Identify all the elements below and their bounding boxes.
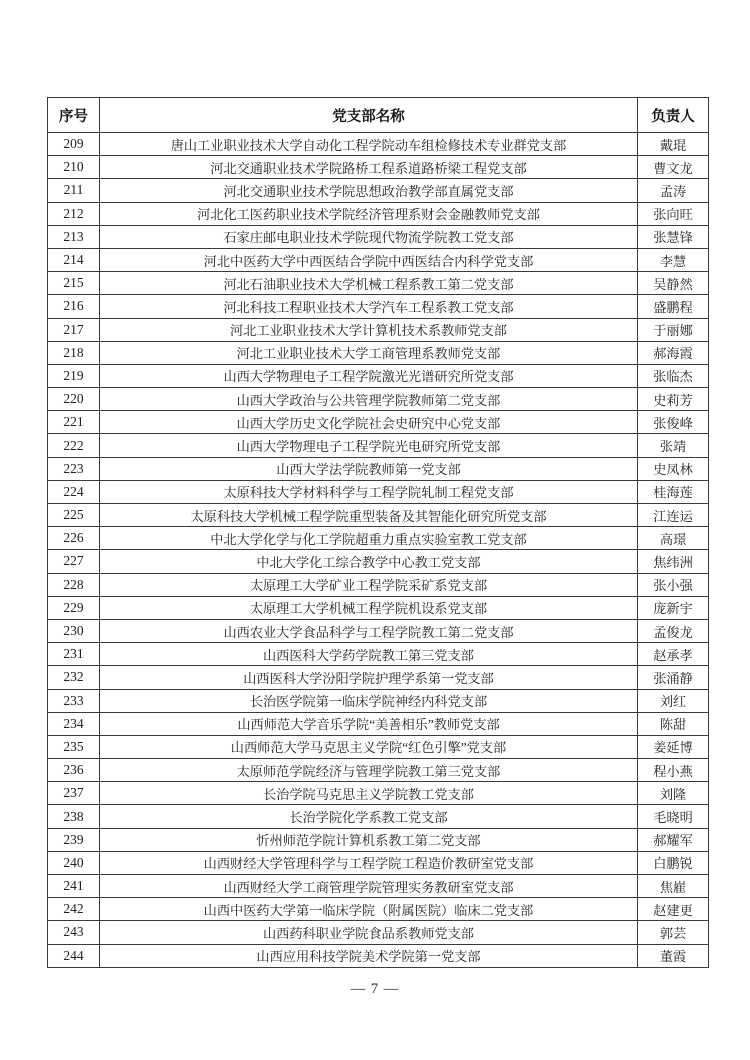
branch-name: 山西农业大学食品科学与工程学院教工第二党支部 <box>100 619 638 642</box>
table-row <box>48 504 709 527</box>
table-row <box>48 643 709 666</box>
table-row <box>48 133 709 156</box>
table-row <box>48 782 709 805</box>
row-index: 234 <box>48 712 100 735</box>
row-index: 215 <box>48 272 100 295</box>
leader-name: 张靖 <box>638 434 709 457</box>
leader-name: 刘隆 <box>638 782 709 805</box>
branch-name: 唐山工业职业技术大学自动化工程学院动车组检修技术专业群党支部 <box>100 133 638 156</box>
table-row <box>48 666 709 689</box>
table-row <box>48 364 709 387</box>
row-index: 238 <box>48 805 100 828</box>
branch-name: 山西中医药大学第一临床学院（附属医院）临床二党支部 <box>100 898 638 921</box>
column-header-name: 党支部名称 <box>100 98 638 133</box>
row-index: 240 <box>48 851 100 874</box>
row-index: 213 <box>48 225 100 248</box>
table-row <box>48 735 709 758</box>
leader-name: 郭芸 <box>638 921 709 944</box>
row-index: 230 <box>48 619 100 642</box>
leader-name: 毛晓明 <box>638 805 709 828</box>
branch-name: 山西大学政治与公共管理学院教师第二党支部 <box>100 388 638 411</box>
table-row <box>48 434 709 457</box>
row-index: 227 <box>48 550 100 573</box>
row-index: 220 <box>48 388 100 411</box>
row-index: 239 <box>48 828 100 851</box>
table-row <box>48 295 709 318</box>
leader-name: 史莉芳 <box>638 388 709 411</box>
table-row <box>48 875 709 898</box>
table-row <box>48 225 709 248</box>
row-index: 244 <box>48 944 100 967</box>
table-row <box>48 527 709 550</box>
table-row <box>48 457 709 480</box>
branch-name: 山西财经大学工商管理学院管理实务教研室党支部 <box>100 875 638 898</box>
leader-name: 程小燕 <box>638 759 709 782</box>
leader-name: 盛鹏程 <box>638 295 709 318</box>
row-index: 228 <box>48 573 100 596</box>
leader-name: 李慧 <box>638 248 709 271</box>
leader-name: 张小强 <box>638 573 709 596</box>
leader-name: 高璟 <box>638 527 709 550</box>
row-index: 225 <box>48 504 100 527</box>
leader-name: 郝海霞 <box>638 341 709 364</box>
leader-name: 张俊峰 <box>638 411 709 434</box>
branch-name: 太原科技大学材料科学与工程学院轧制工程党支部 <box>100 480 638 503</box>
branch-name: 河北交通职业技术学院思想政治教学部直属党支部 <box>100 179 638 202</box>
branch-name: 山西大学历史文化学院社会史研究中心党支部 <box>100 411 638 434</box>
row-index: 210 <box>48 156 100 179</box>
branch-name: 河北工业职业技术大学工商管理系教师党支部 <box>100 341 638 364</box>
table-row <box>48 573 709 596</box>
table-row <box>48 388 709 411</box>
branch-name: 长治学院马克思主义学院教工党支部 <box>100 782 638 805</box>
leader-name: 焦嵟 <box>638 875 709 898</box>
row-index: 218 <box>48 341 100 364</box>
leader-name: 陈甜 <box>638 712 709 735</box>
column-header-leader: 负责人 <box>638 98 709 133</box>
leader-name: 董霞 <box>638 944 709 967</box>
table-row <box>48 689 709 712</box>
branch-name: 太原科技大学机械工程学院重型装备及其智能化研究所党支部 <box>100 504 638 527</box>
branch-name: 长治医学院第一临床学院神经内科党支部 <box>100 689 638 712</box>
branch-name: 山西医科大学汾阳学院护理学系第一党支部 <box>100 666 638 689</box>
branch-name: 山西药科职业学院食品系教师党支部 <box>100 921 638 944</box>
table-row <box>48 550 709 573</box>
table-row <box>48 712 709 735</box>
branch-name: 河北石油职业技术大学机械工程系教工第二党支部 <box>100 272 638 295</box>
branch-name: 太原理工大学机械工程学院机设系党支部 <box>100 596 638 619</box>
row-index: 235 <box>48 735 100 758</box>
branch-name: 太原理工大学矿业工程学院采矿系党支部 <box>100 573 638 596</box>
column-header-index: 序号 <box>48 98 100 133</box>
branch-name: 河北交通职业技术学院路桥工程系道路桥梁工程党支部 <box>100 156 638 179</box>
branch-name: 山西应用科技学院美术学院第一党支部 <box>100 944 638 967</box>
row-index: 232 <box>48 666 100 689</box>
leader-name: 戴琨 <box>638 133 709 156</box>
row-index: 226 <box>48 527 100 550</box>
leader-name: 张临杰 <box>638 364 709 387</box>
leader-name: 吴静然 <box>638 272 709 295</box>
branch-name: 中北大学化工综合教学中心教工党支部 <box>100 550 638 573</box>
leader-name: 张向旺 <box>638 202 709 225</box>
table-row <box>48 759 709 782</box>
leader-name: 桂海莲 <box>638 480 709 503</box>
party-branch-table <box>47 97 709 968</box>
branch-name: 山西师范大学马克思主义学院“红色引擎”党支部 <box>100 735 638 758</box>
table-row <box>48 318 709 341</box>
row-index: 231 <box>48 643 100 666</box>
row-index: 229 <box>48 596 100 619</box>
table-row <box>48 898 709 921</box>
leader-name: 庞新宇 <box>638 596 709 619</box>
leader-name: 赵承孝 <box>638 643 709 666</box>
row-index: 211 <box>48 179 100 202</box>
table-row <box>48 248 709 271</box>
row-index: 219 <box>48 364 100 387</box>
leader-name: 史凤林 <box>638 457 709 480</box>
branch-name: 河北化工医药职业技术学院经济管理系财会金融教师党支部 <box>100 202 638 225</box>
row-index: 216 <box>48 295 100 318</box>
row-index: 222 <box>48 434 100 457</box>
leader-name: 张慧锋 <box>638 225 709 248</box>
leader-name: 曹文龙 <box>638 156 709 179</box>
branch-name: 山西医科大学药学院教工第三党支部 <box>100 643 638 666</box>
table-row <box>48 596 709 619</box>
table-row <box>48 411 709 434</box>
row-index: 242 <box>48 898 100 921</box>
row-index: 217 <box>48 318 100 341</box>
table-row <box>48 619 709 642</box>
branch-name: 河北工业职业技术大学计算机技术系教师党支部 <box>100 318 638 341</box>
leader-name: 郝耀军 <box>638 828 709 851</box>
page-number: — 7 — <box>350 981 400 997</box>
table-row <box>48 156 709 179</box>
leader-name: 孟涛 <box>638 179 709 202</box>
table-row <box>48 921 709 944</box>
row-index: 243 <box>48 921 100 944</box>
leader-name: 姜延博 <box>638 735 709 758</box>
table-row <box>48 480 709 503</box>
branch-name: 山西大学物理电子工程学院光电研究所党支部 <box>100 434 638 457</box>
branch-name: 太原师范学院经济与管理学院教工第三党支部 <box>100 759 638 782</box>
branch-name: 河北科技工程职业技术大学汽车工程系教工党支部 <box>100 295 638 318</box>
table-row <box>48 272 709 295</box>
leader-name: 白鹏锐 <box>638 851 709 874</box>
table-row <box>48 805 709 828</box>
row-index: 221 <box>48 411 100 434</box>
row-index: 214 <box>48 248 100 271</box>
row-index: 209 <box>48 133 100 156</box>
table-row <box>48 179 709 202</box>
branch-name: 石家庄邮电职业技术学院现代物流学院教工党支部 <box>100 225 638 248</box>
branch-name: 山西大学物理电子工程学院激光光谱研究所党支部 <box>100 364 638 387</box>
table-row <box>48 851 709 874</box>
row-index: 224 <box>48 480 100 503</box>
branch-name: 山西师范大学音乐学院“美善相乐”教师党支部 <box>100 712 638 735</box>
leader-name: 张涌静 <box>638 666 709 689</box>
leader-name: 赵建更 <box>638 898 709 921</box>
table-row <box>48 828 709 851</box>
table-row <box>48 202 709 225</box>
table-row <box>48 944 709 967</box>
row-index: 237 <box>48 782 100 805</box>
row-index: 241 <box>48 875 100 898</box>
row-index: 223 <box>48 457 100 480</box>
leader-name: 刘红 <box>638 689 709 712</box>
table-row <box>48 341 709 364</box>
leader-name: 焦纬洲 <box>638 550 709 573</box>
branch-name: 中北大学化学与化工学院超重力重点实验室教工党支部 <box>100 527 638 550</box>
branch-name: 山西财经大学管理科学与工程学院工程造价教研室党支部 <box>100 851 638 874</box>
leader-name: 江连运 <box>638 504 709 527</box>
row-index: 233 <box>48 689 100 712</box>
branch-name: 山西大学法学院教师第一党支部 <box>100 457 638 480</box>
leader-name: 于丽娜 <box>638 318 709 341</box>
branch-name: 河北中医药大学中西医结合学院中西医结合内科学党支部 <box>100 248 638 271</box>
branch-name: 忻州师范学院计算机系教工第二党支部 <box>100 828 638 851</box>
leader-name: 孟俊龙 <box>638 619 709 642</box>
table-header-row <box>48 98 709 133</box>
row-index: 212 <box>48 202 100 225</box>
row-index: 236 <box>48 759 100 782</box>
branch-name: 长治学院化学系教工党支部 <box>100 805 638 828</box>
